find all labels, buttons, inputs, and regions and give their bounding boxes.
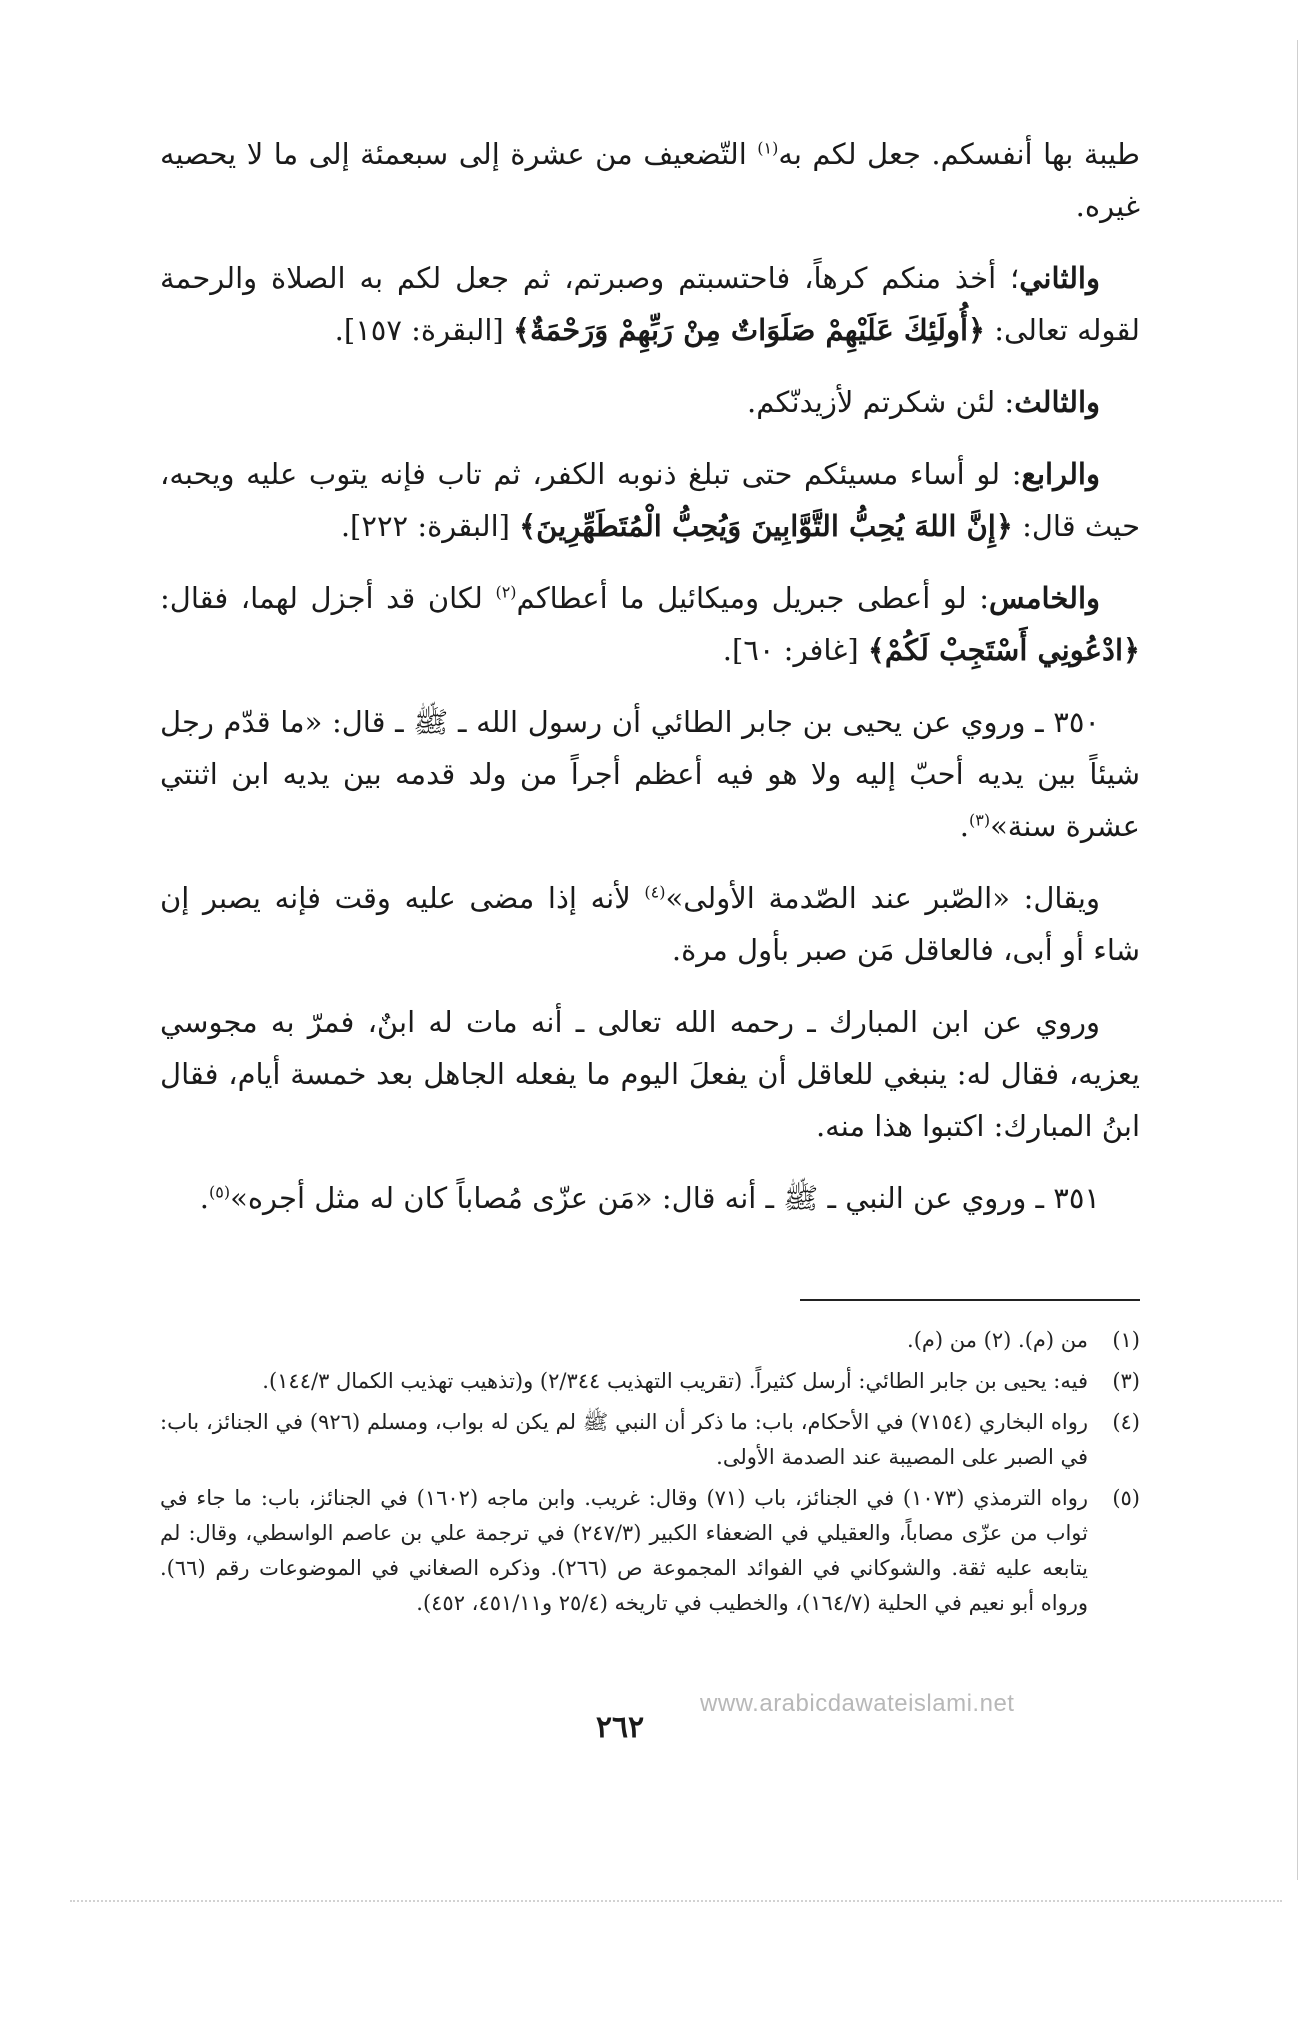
footnote-3 (160, 1364, 1140, 1399)
footnote-ref[interactable]: (٢) (495, 582, 517, 602)
paragraph-text: : لئن شكرتم لأزيدنّكم. (746, 385, 1015, 419)
verse-citation: [البقرة: ١٥٧]. (334, 313, 504, 347)
footnote-text: رواه الترمذي (١٠٧٣) في الجنائز، باب (٧١) وقال: غريب. وابن ماجه (١٦٠٢) في الجنائز، باب: ما جاء في ثواب من عزّى مصاباً، والعقيلي في الضعفاء الكبير (٢٤٧/٣) في ترجمة علي بن عاصم الواسطي، وقال: لم يتابعه عليه ثقة. والشوكاني في الفوائد المجموعة ص (٢٦٦). وذكره الصغاني في الموضوعات رقم (٦٦). ورواه أبو نعيم في الحلية (١٦٤/٧)، والخطيب في تاريخه (٢٥/٤ و٤٥١/١١، ٤٥٢). (160, 1486, 1089, 1615)
footnote-5 (160, 1481, 1140, 1621)
footnote-separator-wrap (160, 1244, 1140, 1323)
footnote-ref[interactable]: (١) (757, 138, 779, 158)
paragraph-text: . (959, 809, 969, 843)
footnote-1 (160, 1323, 1140, 1358)
quran-verse: ﴿أُولَئِكَ عَلَيْهِمْ صَلَوَاتٌ مِنْ رَبِّهِمْ وَرَحْمَةٌ﴾ (512, 313, 986, 347)
watermark-url: www.arabicdawateislami.net (700, 1690, 1015, 1717)
paragraph-3 (160, 376, 1140, 428)
paragraph-text: وروي عن ابن المبارك ـ رحمه الله تعالى ـ أنه مات له ابنٌ، فمرّ به مجوسي يعزيه، فقال له: ينبغي للعاقل أن يفعلَ اليوم ما يفعله الجاهل بعد خمسة أيام، فقال ابنُ المبارك: اكتبوا هذا منه. (160, 1005, 1140, 1143)
footnote-number: (٥) (1112, 1486, 1140, 1510)
footnote-text: فيه: يحيى بن جابر الطائي: أرسل كثيراً. (تقريب التهذيب ٢/٣٤٤) و(تذهيب تهذيب الكمال ١٤٤/٣). (262, 1369, 1088, 1393)
paragraph-1 (160, 128, 1140, 232)
paragraph-text: التّضعيف من عشرة إلى سبعمئة إلى ما لا يحصيه غيره. (160, 137, 1140, 223)
paragraph-text: ؛ أخذ منكم كرهاً، فاحتسبتم وصبرتم، ثم جعل لكم به الصلاة والرحمة لقوله تعالى: (160, 261, 1140, 347)
footnotes (160, 1323, 1140, 1621)
paragraph-text: : لو أساء مسيئكم حتى تبلغ ذنوبه الكفر، ثم تاب فإنه يتوب عليه ويحبه، حيث قال: (160, 457, 1140, 543)
footnote-ref[interactable]: (٥) (209, 1182, 231, 1202)
footnote-number: (٤) (1112, 1410, 1140, 1434)
paragraph-text: لكان قد أجزل لهما، فقال: (160, 581, 483, 615)
footnote-ref[interactable]: (٤) (644, 882, 666, 902)
scan-dotted-edge (70, 1900, 1282, 1902)
main-text (160, 128, 1140, 1224)
paragraph-text: ٣٥١ ـ وروي عن النبي ـ ﷺ ـ أنه قال: «مَن عزّى مُصاباً كان له مثل أجره» (230, 1181, 1100, 1215)
footnote-separator (800, 1299, 1140, 1301)
quran-verse: ﴿إِنَّ اللهَ يُحِبُّ التَّوَّابِينَ وَيُحِبُّ الْمُتَطَهِّرِينَ﴾ (519, 509, 1013, 543)
quran-verse: ﴿ادْعُونِي أَسْتَجِبْ لَكُمْ﴾ (867, 633, 1140, 667)
footnote-ref[interactable]: (٣) (968, 810, 991, 830)
paragraph-lead: والثالث (1014, 385, 1100, 419)
verse-citation: [غافر: ٦٠]. (722, 633, 859, 667)
paragraph-lead: والخامس (989, 581, 1101, 615)
paragraph-lead: والثاني (1019, 261, 1100, 295)
paragraph-8 (160, 996, 1140, 1152)
paragraph-4 (160, 448, 1140, 552)
footnote-text: من (م). (٢) من (م). (907, 1328, 1088, 1352)
paragraph-text: : لو أعطى جبريل وميكائيل ما أعطاكم (516, 581, 990, 615)
paragraph-text: لأنه إذا مضى عليه وقت فإنه يصبر إن شاء أو أبى، فالعاقل مَن صبر بأول مرة. (160, 881, 1140, 967)
paragraph-5 (160, 572, 1140, 676)
paragraph-text: طيبة بها أنفسكم. جعل لكم به (778, 137, 1140, 171)
paragraph-lead: والرابع (1021, 457, 1100, 491)
paragraph-text: . (199, 1181, 209, 1215)
paragraph-9 (160, 1172, 1140, 1224)
paragraph-2 (160, 252, 1140, 356)
footnote-4 (160, 1405, 1140, 1475)
page-edge-line (1297, 40, 1298, 1880)
paragraph-7 (160, 872, 1140, 976)
footnote-number: (١) (1112, 1328, 1140, 1352)
verse-citation: [البقرة: ٢٢٢]. (340, 509, 510, 543)
footnote-number: (٣) (1112, 1369, 1140, 1393)
paragraph-text: ٣٥٠ ـ وروي عن يحيى بن جابر الطائي أن رسول الله ـ ﷺ ـ قال: «ما قدّم رجل شيئاً بين يديه أحبّ إليه ولا هو فيه أعظم أجراً من ولد قدمه بين يديه ابن اثنتي عشرة سنة» (160, 705, 1140, 843)
page-content (160, 128, 1140, 1627)
paragraph-text: ويقال: «الصّبر عند الصّدمة الأولى» (665, 881, 1101, 915)
page-number: ٢٦٢ (595, 1710, 645, 1745)
paragraph-6 (160, 696, 1140, 852)
footnote-text: رواه البخاري (٧١٥٤) في الأحكام، باب: ما ذكر أن النبي ﷺ لم يكن له بواب، ومسلم (٩٢٦) في الجنائز، باب: في الصبر على المصيبة عند الصدمة الأولى. (160, 1410, 1088, 1469)
